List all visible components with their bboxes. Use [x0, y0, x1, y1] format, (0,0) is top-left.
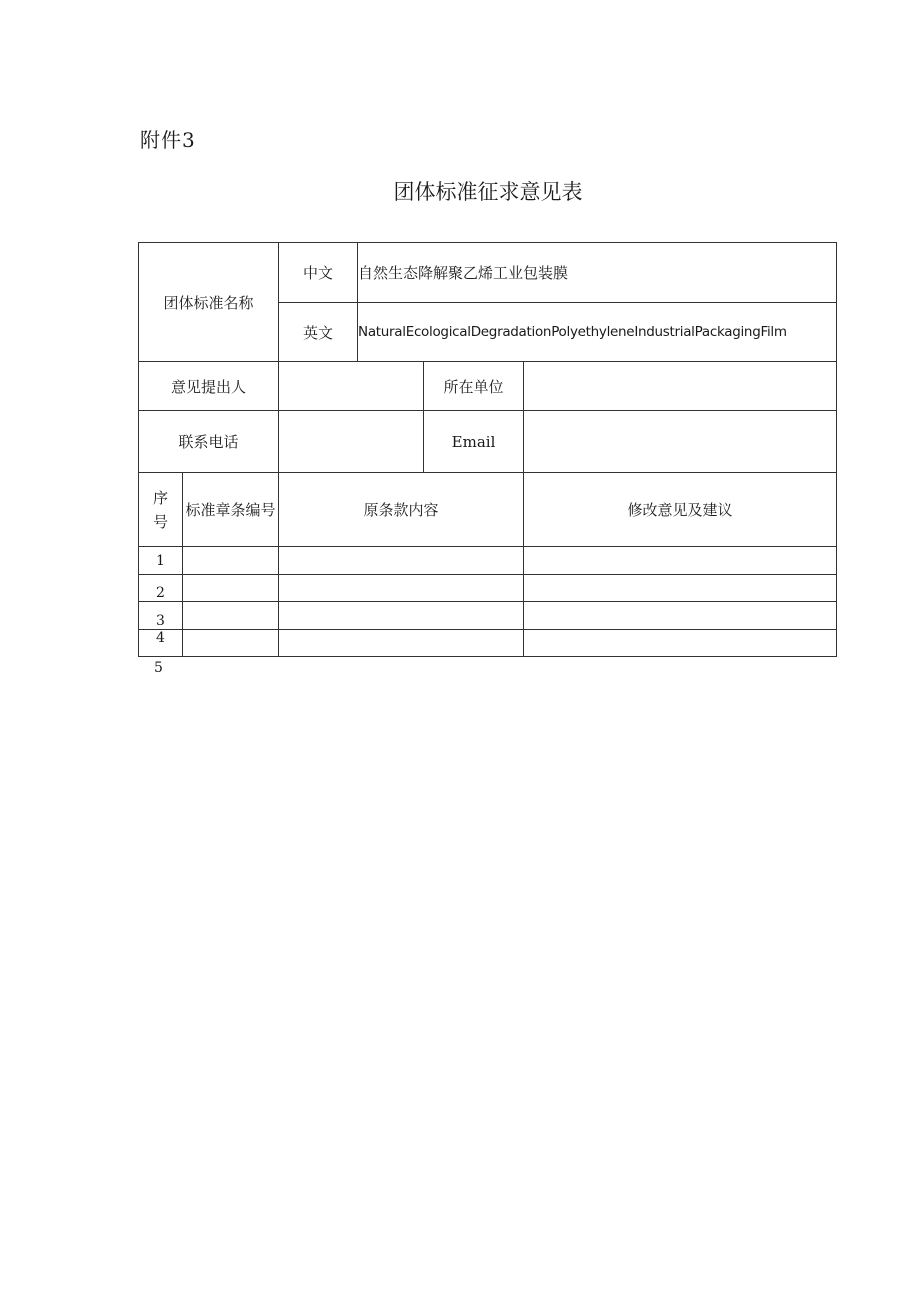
- table-row: [139, 575, 837, 602]
- unit-label: 所在单位: [424, 362, 524, 411]
- suggestion-cell[interactable]: [524, 602, 837, 630]
- form-title: 团体标准征求意见表: [393, 180, 583, 204]
- standard-name-label: 团体标准名称: [139, 243, 279, 362]
- clause-number-cell[interactable]: [183, 547, 279, 575]
- table-row: [139, 630, 837, 657]
- attachment-label: 附件3: [140, 128, 196, 152]
- chinese-name-label: 中文: [279, 243, 358, 303]
- table-row: [139, 547, 837, 575]
- row-index: 4: [139, 630, 183, 657]
- english-name-label: 英文: [279, 303, 358, 362]
- original-content-cell[interactable]: [279, 630, 524, 657]
- suggestion-cell[interactable]: [524, 630, 837, 657]
- suggestion-cell[interactable]: [524, 575, 837, 602]
- header-original-content: 原条款内容: [279, 473, 524, 547]
- header-clause-number: 标准章条编号: [183, 473, 279, 547]
- suggestion-cell[interactable]: [524, 547, 837, 575]
- clause-number-cell[interactable]: [183, 575, 279, 602]
- email-label: Email: [424, 411, 524, 473]
- english-name-value[interactable]: NaturalEcologicalDegradationPolyethyleneIndustrialPackagingFilm: [358, 303, 837, 362]
- row-index: 1: [139, 547, 183, 575]
- row-index: 2: [139, 575, 183, 602]
- header-index: 序号: [139, 473, 183, 547]
- row-index: 5: [154, 660, 163, 676]
- phone-field[interactable]: [279, 411, 424, 473]
- original-content-cell[interactable]: [279, 602, 524, 630]
- original-content-cell[interactable]: [279, 547, 524, 575]
- unit-field[interactable]: [524, 362, 837, 411]
- original-content-cell[interactable]: [279, 575, 524, 602]
- proposer-label: 意见提出人: [139, 362, 279, 411]
- proposer-field[interactable]: [279, 362, 424, 411]
- row-index: 3: [139, 602, 183, 630]
- email-field[interactable]: [524, 411, 837, 473]
- chinese-name-value[interactable]: 自然生态降解聚乙烯工业包装膜: [358, 243, 837, 303]
- clause-number-cell[interactable]: [183, 630, 279, 657]
- comment-form-table: [138, 242, 837, 657]
- clause-number-cell[interactable]: [183, 602, 279, 630]
- phone-label: 联系电话: [139, 411, 279, 473]
- table-row: [139, 602, 837, 630]
- header-suggestion: 修改意见及建议: [524, 473, 837, 547]
